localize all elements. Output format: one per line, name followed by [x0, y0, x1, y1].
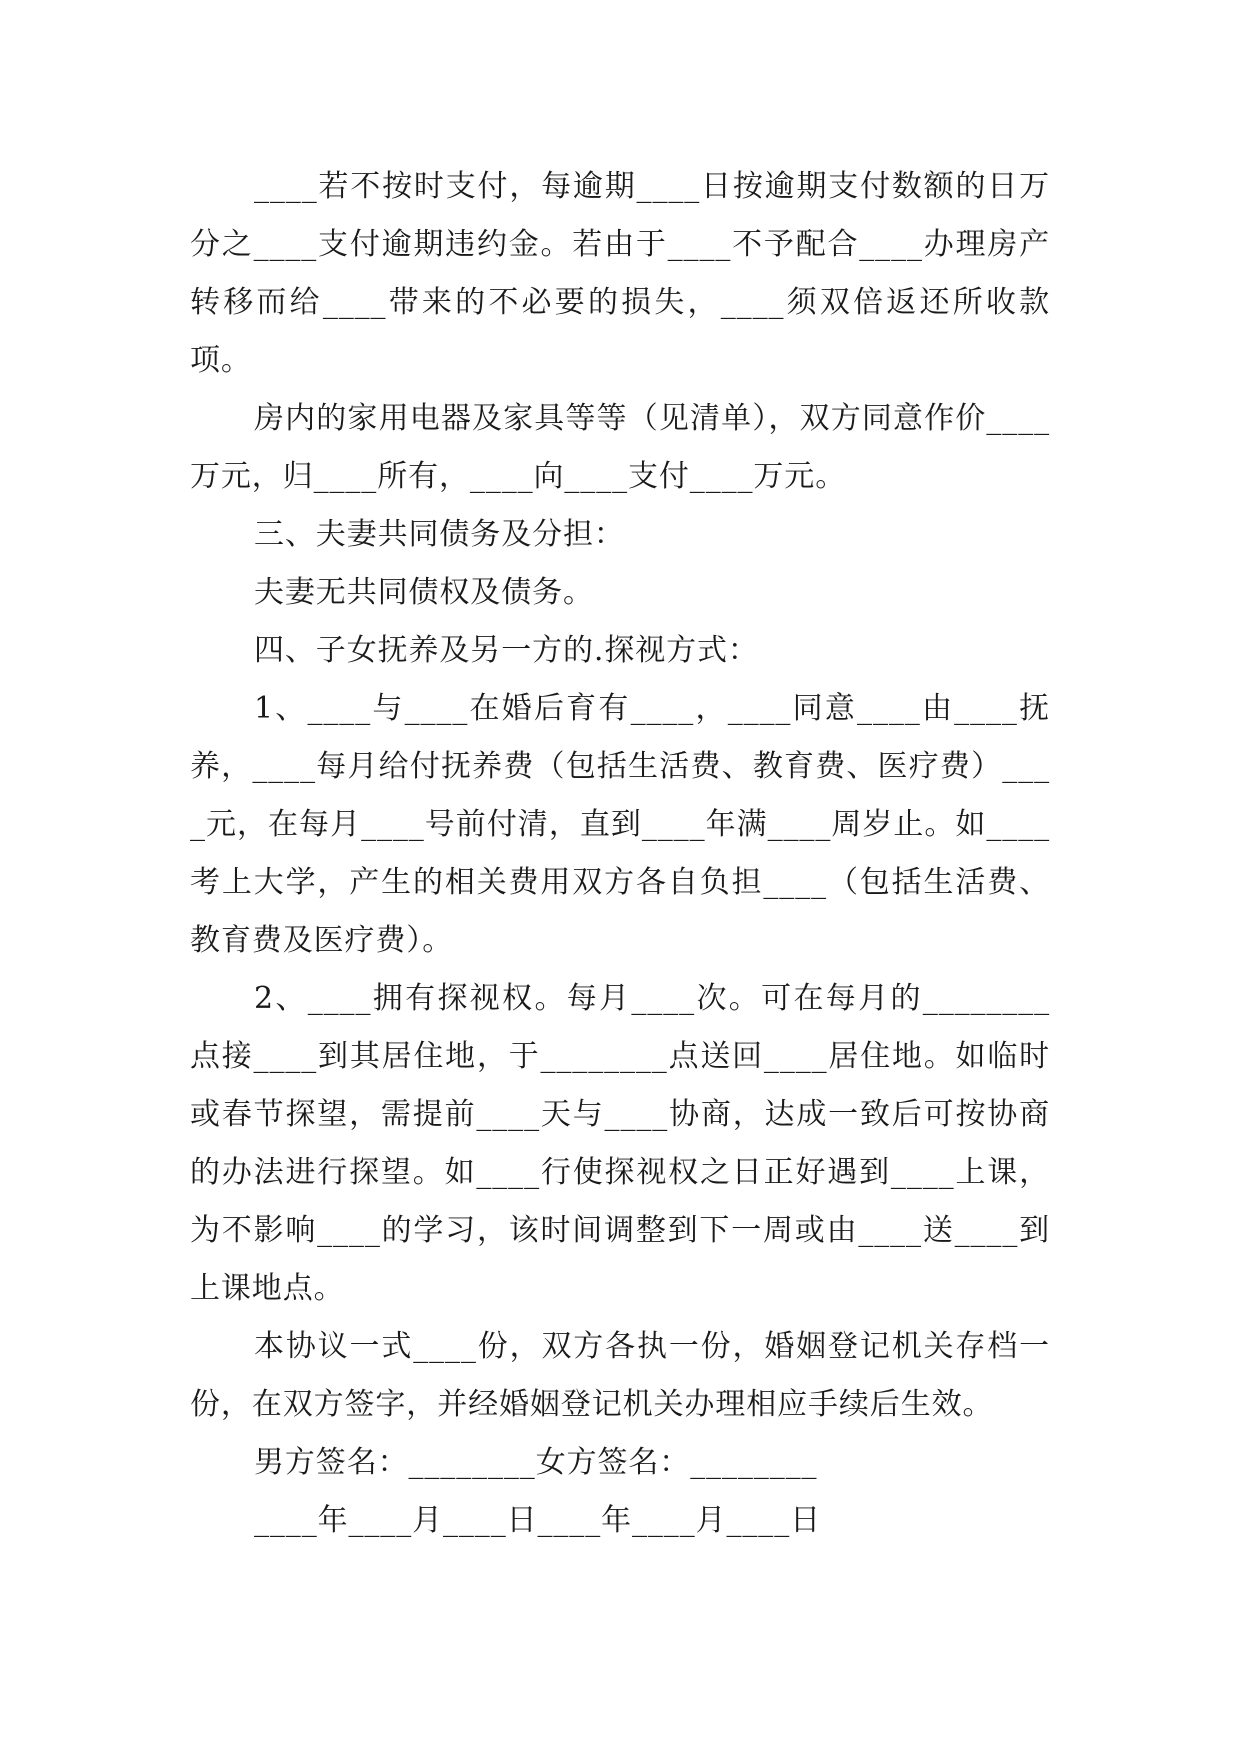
paragraph-late-payment-penalty: ____若不按时支付，每逾期____日按逾期支付数额的日万分之____支付逾期违约金。若由于____不予配合____办理房产转移而给____带来的不必要的损失，____须双倍返还所收款项。: [190, 169, 1050, 378]
paragraph-agreement-copies: 本协议一式____份，双方各执一份，婚姻登记机关存档一份，在双方签字，并经婚姻登记机关办理相应手续后生效。: [190, 1329, 1050, 1422]
section-heading-child-custody: 四、子女抚养及另一方的.探视方式：: [254, 633, 759, 668]
signature-line: 男方签名：________女方签名：________: [254, 1445, 818, 1480]
paragraph-visitation-rights: 2、____拥有探视权。每月____次。可在每月的________点接____到其居住地，于________点送回____居住地。如临时或春节探望，需提前____天与____协商，达成一致后可按协商的办法进行探望。如____行使探视权之日正好遇到____上课，为不影响____的学习，该时间调整到下一周或由____送____到上课地点。: [190, 981, 1050, 1306]
document-page: [190, 158, 1050, 1550]
section-heading-joint-debts: 三、夫妻共同债务及分担：: [254, 517, 625, 552]
date-line: ____年____月____日____年____月____日: [254, 1503, 821, 1538]
paragraph-child-support: 1、____与____在婚后育有____，____同意____由____抚养，____每月给付抚养费（包括生活费、教育费、医疗费）____元，在每月____号前付清，直到____年满____周岁止。如____考上大学，产生的相关费用双方各自负担____（包括生活费、教育费及医疗费）。: [190, 691, 1050, 958]
paragraph-no-joint-debts: 夫妻无共同债权及债务。: [254, 575, 594, 610]
paragraph-furniture-appliances: 房内的家用电器及家具等等（见清单），双方同意作价____万元，归____所有，____向____支付____万元。: [190, 401, 1050, 494]
